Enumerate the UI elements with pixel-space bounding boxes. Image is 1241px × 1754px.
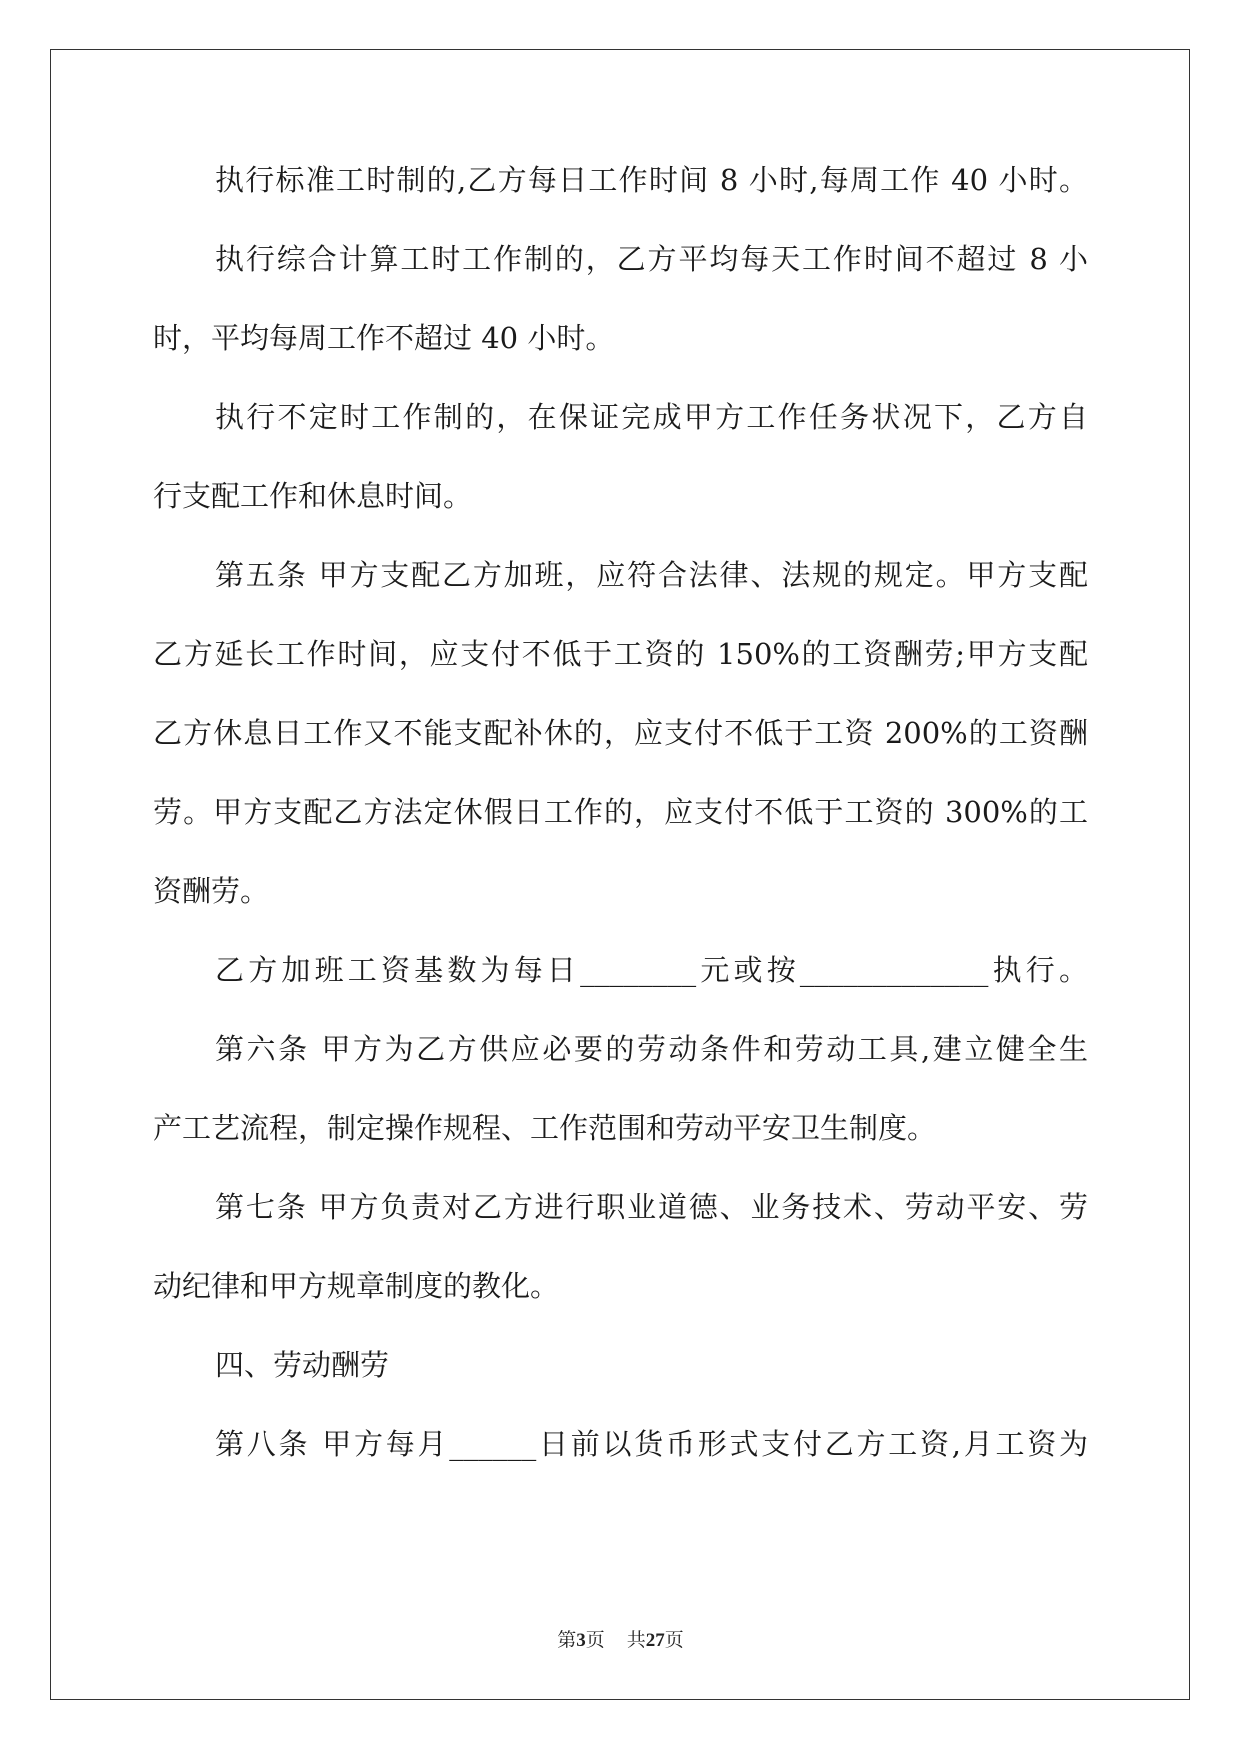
- section-heading: 四、劳动酬劳: [215, 1348, 390, 1382]
- paragraph-line: 第七条 甲方负责对乙方进行职业道德、业务技术、劳动平安、劳: [215, 1190, 1088, 1224]
- paragraph-line: 执行标准工时制的,乙方每日工作时间 8 小时,每周工作 40 小时。: [215, 163, 1088, 197]
- paragraph-line: 资酬劳。: [153, 874, 270, 908]
- page-footer: [0, 1628, 1241, 1653]
- total-prefix: 共: [626, 1629, 646, 1651]
- total-page-number: 27: [645, 1630, 665, 1651]
- paragraph-line: 行支配工作和休息时间。: [153, 479, 473, 513]
- paragraph-line: 执行综合计算工时工作制的，乙方平均每天工作时间不超过 8 小: [215, 242, 1088, 276]
- paragraph-line: 劳。甲方支配乙方法定休假日工作的，应支付不低于工资的 300%的工: [153, 795, 1088, 829]
- paragraph-line: 产工艺流程，制定操作规程、工作范围和劳动平安卫生制度。: [153, 1111, 937, 1145]
- paragraph-line: 第六条 甲方为乙方供应必要的劳动条件和劳动工具,建立健全生: [215, 1032, 1088, 1066]
- paragraph-line: 时，平均每周工作不超过 40 小时。: [153, 321, 615, 355]
- page-suffix: 页: [585, 1629, 605, 1651]
- paragraph-line: 乙方休息日工作又不能支配补休的，应支付不低于工资 200%的工资酬: [153, 716, 1088, 750]
- paragraph-line: 乙方加班工资基数为每日________元或按_____________执行。: [215, 953, 1088, 987]
- paragraph-line: 执行不定时工作制的，在保证完成甲方工作任务状况下，乙方自: [215, 400, 1088, 434]
- paragraph-line: 第八条 甲方每月______日前以货币形式支付乙方工资,月工资为: [215, 1427, 1088, 1461]
- paragraph-line: 动纪律和甲方规章制度的教化。: [153, 1269, 560, 1303]
- total-suffix: 页: [664, 1629, 684, 1651]
- current-page-number: 3: [576, 1630, 586, 1651]
- page-prefix: 第: [557, 1629, 577, 1651]
- paragraph-line: 乙方延长工作时间，应支付不低于工资的 150%的工资酬劳;甲方支配: [153, 637, 1088, 671]
- paragraph-line: 第五条 甲方支配乙方加班，应符合法律、法规的规定。甲方支配: [215, 558, 1088, 592]
